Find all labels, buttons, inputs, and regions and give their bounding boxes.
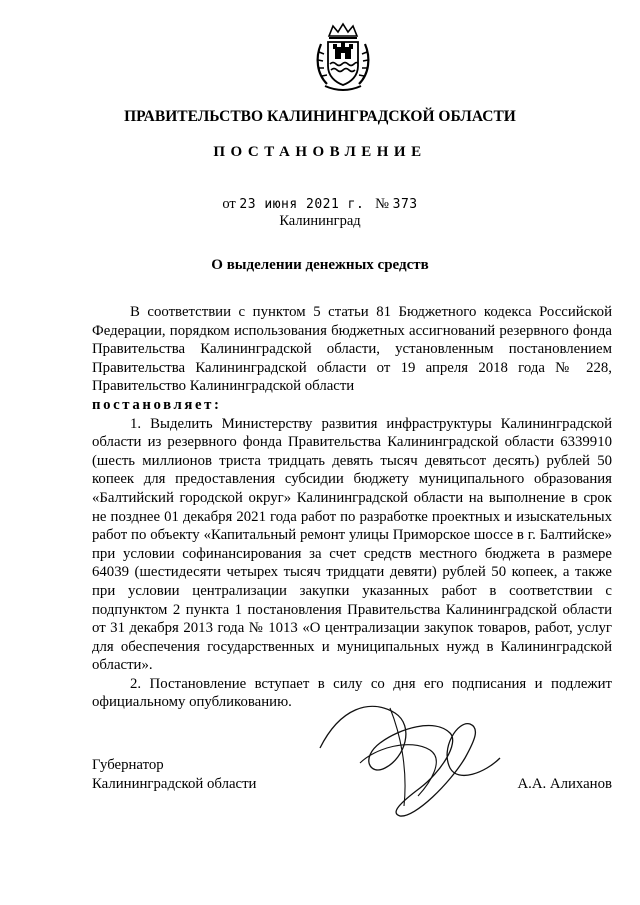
document-number: 373: [392, 197, 418, 212]
document-date: 23 июня 2021 г.: [239, 197, 365, 212]
document-type: ПОСТАНОВЛЕНИЕ: [213, 144, 427, 160]
date-prefix: от: [222, 196, 236, 212]
number-sign: №: [375, 196, 390, 212]
handwritten-signature: [300, 688, 510, 823]
government-title: ПРАВИТЕЛЬСТВО КАЛИНИНГРАДСКОЙ ОБЛАСТИ: [124, 108, 516, 125]
item-1: 1. Выделить Министерству развития инфраструктуры Калининградской области из резервного фонда Правительства Калининградской области 6339910 (шесть миллионов триста тридцать девять тысяч девятьсот десять) рублей 50 копеек для предоставления субсидии бюджету муниципального образования «Балтийский городской округ» Калининградской области на выполнение в срок не позднее 01 декабря 2021 года работ по разработке проектных и изыскательных работ по объекту «Капитальный ремонт улицы Приморское шоссе в г. Балтийске» при условии софинансирования за счет средств местного бюджета в размере 64039 (шестидесяти четырех тысяч тридцати девяти) рублей 50 копеек, а также при условии централизации закупки указанных работ в соответствии с подпунктом 2 пункта 1 постановления Правительства Калининградской области от 31 декабря 2013 года № 1013 «О централизации закупок товаров, работ, услуг для обеспечения государственных и муниципальных нужд в Калининградской области».: [92, 415, 612, 674]
signatory-position: [92, 756, 256, 794]
date-number-line: [0, 195, 640, 214]
position-line-2: Калининградской области: [92, 776, 257, 792]
position-line-1: Губернатор: [92, 757, 164, 773]
city: Калининград: [279, 213, 361, 229]
signatory-name: А.А. Алиханов: [517, 776, 612, 792]
document-body: [92, 303, 612, 712]
item-2: 2. Постановление вступает в силу со дня его подписания и подлежит официальному опубликованию.: [92, 675, 612, 711]
document-subject: О выделении денежных средств: [211, 257, 429, 273]
resolves-word: постановляет:: [92, 396, 222, 413]
kaliningrad-coat-of-arms-icon: [311, 22, 375, 94]
preamble: В соответствии с пунктом 5 статьи 81 Бюджетного кодекса Российской Федерации, порядком использования бюджетных ассигнований резервного фонда Правительства Калининградской области, установленным постановлением Правительства Калининградской области от 19 апреля 2018 года № 228, Правительство Калининградской области: [92, 304, 612, 395]
